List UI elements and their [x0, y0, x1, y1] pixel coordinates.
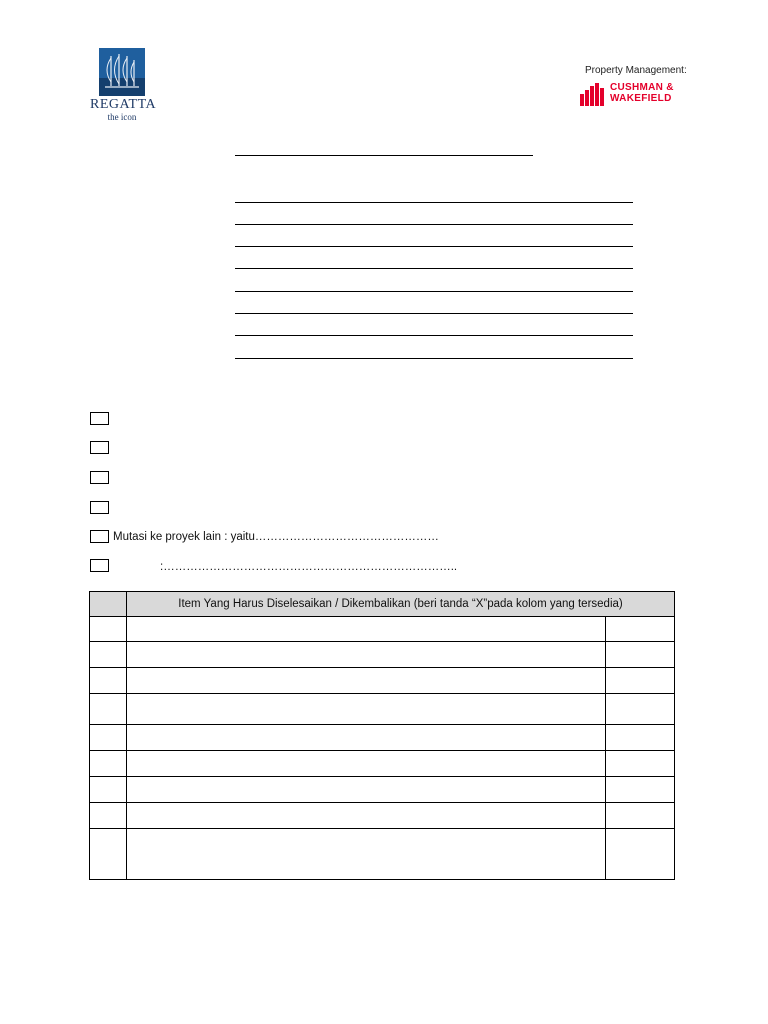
- form-line: [235, 358, 633, 359]
- title-underline: [235, 155, 533, 156]
- form-line: [235, 313, 633, 314]
- table-row: [90, 642, 675, 668]
- number-cell[interactable]: [90, 668, 127, 694]
- mark-cell[interactable]: [606, 617, 675, 642]
- checkbox-option-1[interactable]: [90, 412, 109, 425]
- number-cell[interactable]: [90, 642, 127, 668]
- mark-cell[interactable]: [606, 694, 675, 725]
- item-cell[interactable]: [127, 803, 606, 829]
- number-cell[interactable]: [90, 829, 127, 880]
- number-cell[interactable]: [90, 777, 127, 803]
- form-line: [235, 335, 633, 336]
- item-cell[interactable]: [127, 725, 606, 751]
- number-cell[interactable]: [90, 751, 127, 777]
- item-cell[interactable]: [127, 642, 606, 668]
- items-table: [89, 591, 675, 880]
- mark-cell[interactable]: [606, 751, 675, 777]
- mutasi-label: Mutasi ke proyek lain : yaitu…………………………………………: [113, 531, 439, 543]
- checkbox-other[interactable]: [90, 559, 109, 572]
- table-row: [90, 751, 675, 777]
- table-header: Item Yang Harus Diselesaikan / Dikembalikan (beri tanda “X”pada kolom yang tersedia): [127, 592, 675, 617]
- mark-cell[interactable]: [606, 642, 675, 668]
- mark-cell[interactable]: [606, 668, 675, 694]
- table-row: [90, 829, 675, 880]
- mark-cell[interactable]: [606, 725, 675, 751]
- property-management-label: Property Management:: [585, 65, 687, 76]
- number-cell[interactable]: [90, 725, 127, 751]
- mark-cell[interactable]: [606, 803, 675, 829]
- table-row: [90, 803, 675, 829]
- regatta-logo: [90, 48, 157, 128]
- table-row: [90, 617, 675, 642]
- cushman-name-line1: CUSHMAN &: [610, 82, 674, 93]
- item-cell[interactable]: [127, 694, 606, 725]
- item-cell[interactable]: [127, 617, 606, 642]
- number-cell[interactable]: [90, 694, 127, 725]
- mark-cell[interactable]: [606, 777, 675, 803]
- form-line: [235, 202, 633, 203]
- number-cell[interactable]: [90, 803, 127, 829]
- sailboat-icon: [99, 48, 145, 96]
- item-cell[interactable]: [127, 668, 606, 694]
- checkbox-option-2[interactable]: [90, 441, 109, 454]
- table-row: [90, 668, 675, 694]
- regatta-tagline: the icon: [107, 112, 137, 122]
- cushman-wakefield-logo: [580, 82, 680, 108]
- item-cell[interactable]: [127, 829, 606, 880]
- form-line: [235, 246, 633, 247]
- cushman-name-line2: WAKEFIELD: [610, 93, 672, 104]
- checkbox-mutasi[interactable]: [90, 530, 109, 543]
- item-cell[interactable]: [127, 751, 606, 777]
- checkbox-option-3[interactable]: [90, 471, 109, 484]
- form-line: [235, 268, 633, 269]
- table-row: [90, 725, 675, 751]
- mark-cell[interactable]: [606, 829, 675, 880]
- form-line: [235, 291, 633, 292]
- table-header-row: [90, 592, 675, 617]
- other-dotted-line: :…………………………………………………………………..: [160, 561, 458, 573]
- table-row: [90, 694, 675, 725]
- table-row: [90, 777, 675, 803]
- cushman-building-icon: [580, 82, 608, 106]
- form-line: [235, 224, 633, 225]
- number-cell[interactable]: [90, 617, 127, 642]
- checkbox-option-4[interactable]: [90, 501, 109, 514]
- item-cell[interactable]: [127, 777, 606, 803]
- regatta-name: REGATTA: [90, 97, 157, 112]
- header-number-cell: [90, 592, 127, 617]
